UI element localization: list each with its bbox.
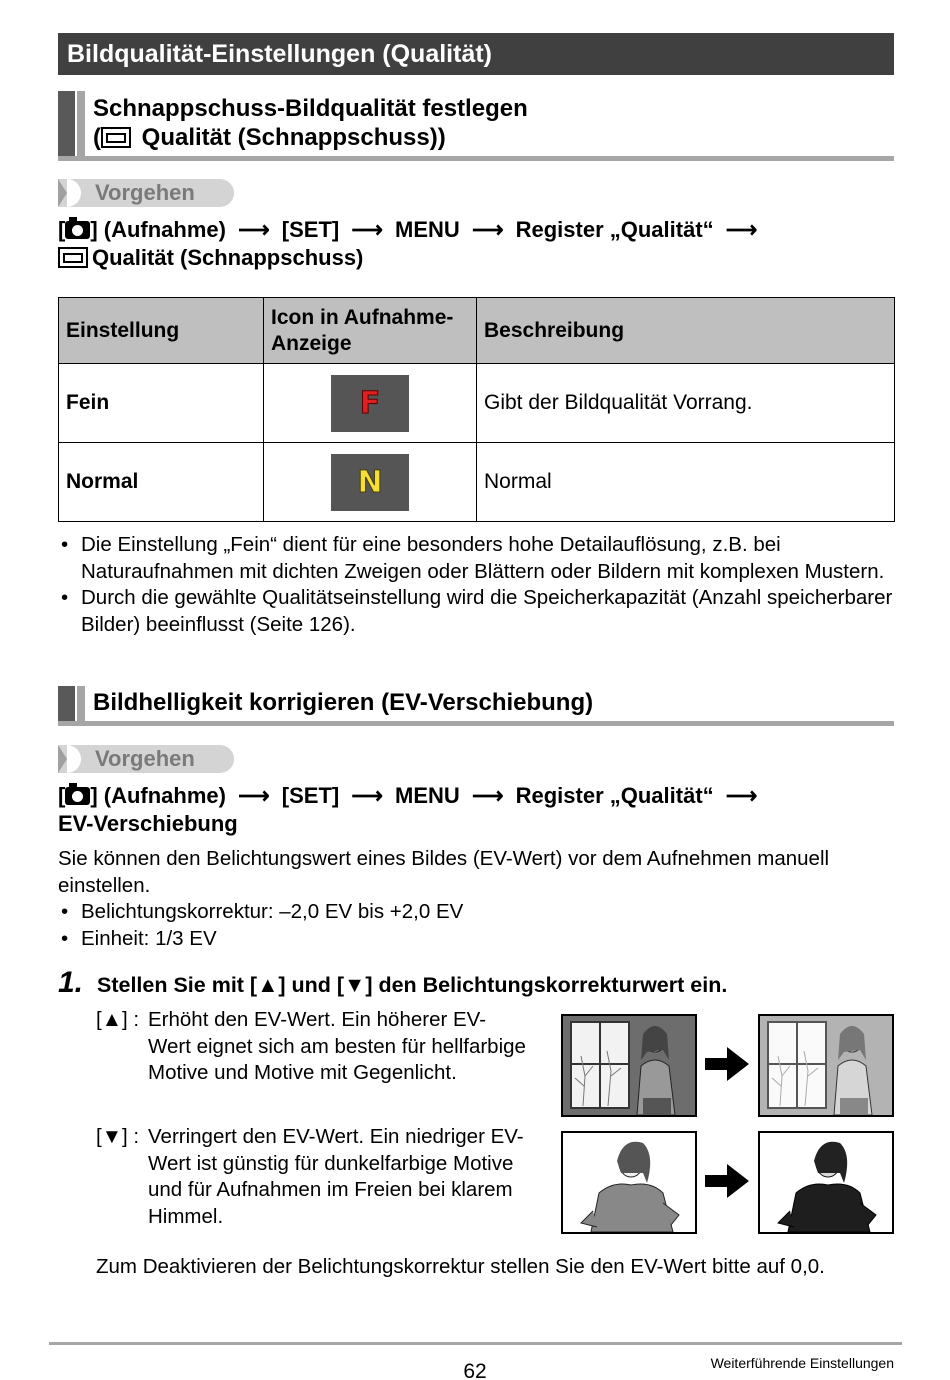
icon-cell <box>264 443 477 522</box>
backlit-before-image <box>561 1014 697 1117</box>
camera-icon <box>65 221 90 239</box>
arrow-icon: ⟶ <box>238 783 270 808</box>
section-heading-line1: Schnappschuss-Bildqualität festlegen <box>93 95 528 122</box>
heading-bar-dark <box>58 91 75 156</box>
ev-spec-list <box>58 899 894 952</box>
step-number: 1. <box>58 966 84 999</box>
footer-divider <box>49 1342 902 1345</box>
normal-quality-icon: N <box>331 454 409 511</box>
column-header: Icon in Aufnahme-Anzeige <box>264 298 477 364</box>
section-heading-line2: ( Qualität (Schnappschuss)) <box>93 124 446 151</box>
setting-cell: Normal <box>59 443 264 522</box>
heading-bar-dark <box>58 686 75 721</box>
table-header-row <box>59 298 895 364</box>
list-item: • Belichtungskorrektur: –2,0 EV bis +2,0 EV <box>58 899 894 926</box>
section-heading-ev-shift <box>58 686 894 726</box>
column-header: Einstellung <box>59 298 264 364</box>
up-key-description: [▲] : Erhöht den EV-Wert. Ein höherer EV-Wert eignet sich am besten für hellfarbige Motive und Motive mit Gegenlicht. <box>96 1008 526 1084</box>
bright-sky-before-image <box>561 1131 697 1234</box>
heading-bar-light <box>77 91 85 156</box>
arrow-icon: ⟶ <box>238 217 270 242</box>
menu-path: [ ] (Aufnahme) ⟶ [SET] ⟶ MENU ⟶ Register „Qualität“ ⟶ EV-Verschiebung <box>58 783 758 836</box>
quality-table <box>58 297 895 522</box>
heading-bar-light <box>77 686 85 721</box>
list-item: • Die Einstellung „Fein“ dient für eine besonders hohe Detailauflösung, z.B. bei Naturaufnahmen mit dichten Zweigen oder Blättern oder Bildern mit komplexen Mustern. <box>58 532 894 585</box>
arrow-icon: ⟶ <box>471 783 504 808</box>
menu-path: [ ] (Aufnahme) ⟶ [SET] ⟶ MENU ⟶ Register „Qualität“ ⟶ Qualität (Schnappschuss) <box>58 217 758 270</box>
description-cell: Gibt der Bildqualität Vorrang. <box>477 364 895 443</box>
arrow-icon: ⟶ <box>351 783 383 808</box>
fine-quality-icon: F <box>331 375 409 432</box>
right-arrow-icon <box>705 1047 749 1081</box>
camera-icon <box>65 787 90 805</box>
list-item: • Einheit: 1/3 EV <box>58 926 894 953</box>
snapshot-quality-icon <box>58 247 88 268</box>
procedure-label: Vorgehen <box>58 179 234 207</box>
procedure-label: Vorgehen <box>58 745 234 773</box>
up-key-label: [▲] : <box>96 1008 140 1031</box>
description-cell: Normal <box>477 443 895 522</box>
step-text: Stellen Sie mit [▲] und [▼] den Belichtungskorrekturwert ein. <box>97 973 728 997</box>
page-number: 62 <box>463 1360 487 1380</box>
icon-cell <box>264 364 477 443</box>
backlit-after-image <box>758 1014 894 1117</box>
down-key-description: [▼] : Verringert den EV-Wert. Ein niedriger EV-Wert ist günstig für dunkelfarbige Motive und für Aufnahmen im Freien bei klarem Himmel. <box>96 1125 524 1228</box>
table-row <box>59 364 895 443</box>
down-key-label: [▼] : <box>96 1125 140 1148</box>
notes-list <box>58 532 894 638</box>
bright-sky-after-image <box>758 1131 894 1234</box>
section-heading-text: Bildhelligkeit korrigieren (EV-Verschiebung) <box>93 689 594 716</box>
page-title: Bildqualität-Einstellungen (Qualität) <box>58 33 894 75</box>
section-heading-snapshot-quality <box>58 91 894 161</box>
list-item: • Durch die gewählte Qualitätseinstellung wird die Speicherkapazität (Anzahl speicherbarer Bilder) beeinflusst (Seite 126). <box>58 585 894 638</box>
column-header: Beschreibung <box>477 298 895 364</box>
arrow-icon: ⟶ <box>725 217 758 242</box>
table-row <box>59 443 895 522</box>
arrow-icon: ⟶ <box>351 217 383 242</box>
right-arrow-icon <box>705 1164 749 1198</box>
setting-cell: Fein <box>59 364 264 443</box>
arrow-icon: ⟶ <box>471 217 504 242</box>
intro-text: Sie können den Belichtungswert eines Bildes (EV-Wert) vor dem Aufnehmen manuell einstellen. <box>58 847 830 897</box>
snapshot-quality-icon <box>101 127 131 148</box>
arrow-icon: ⟶ <box>725 783 758 808</box>
chapter-name: Weiterführende Einstellungen <box>710 1355 894 1371</box>
closing-text: Zum Deaktivieren der Belichtungskorrektur stellen Sie den EV-Wert bitte auf 0,0. <box>96 1255 825 1278</box>
